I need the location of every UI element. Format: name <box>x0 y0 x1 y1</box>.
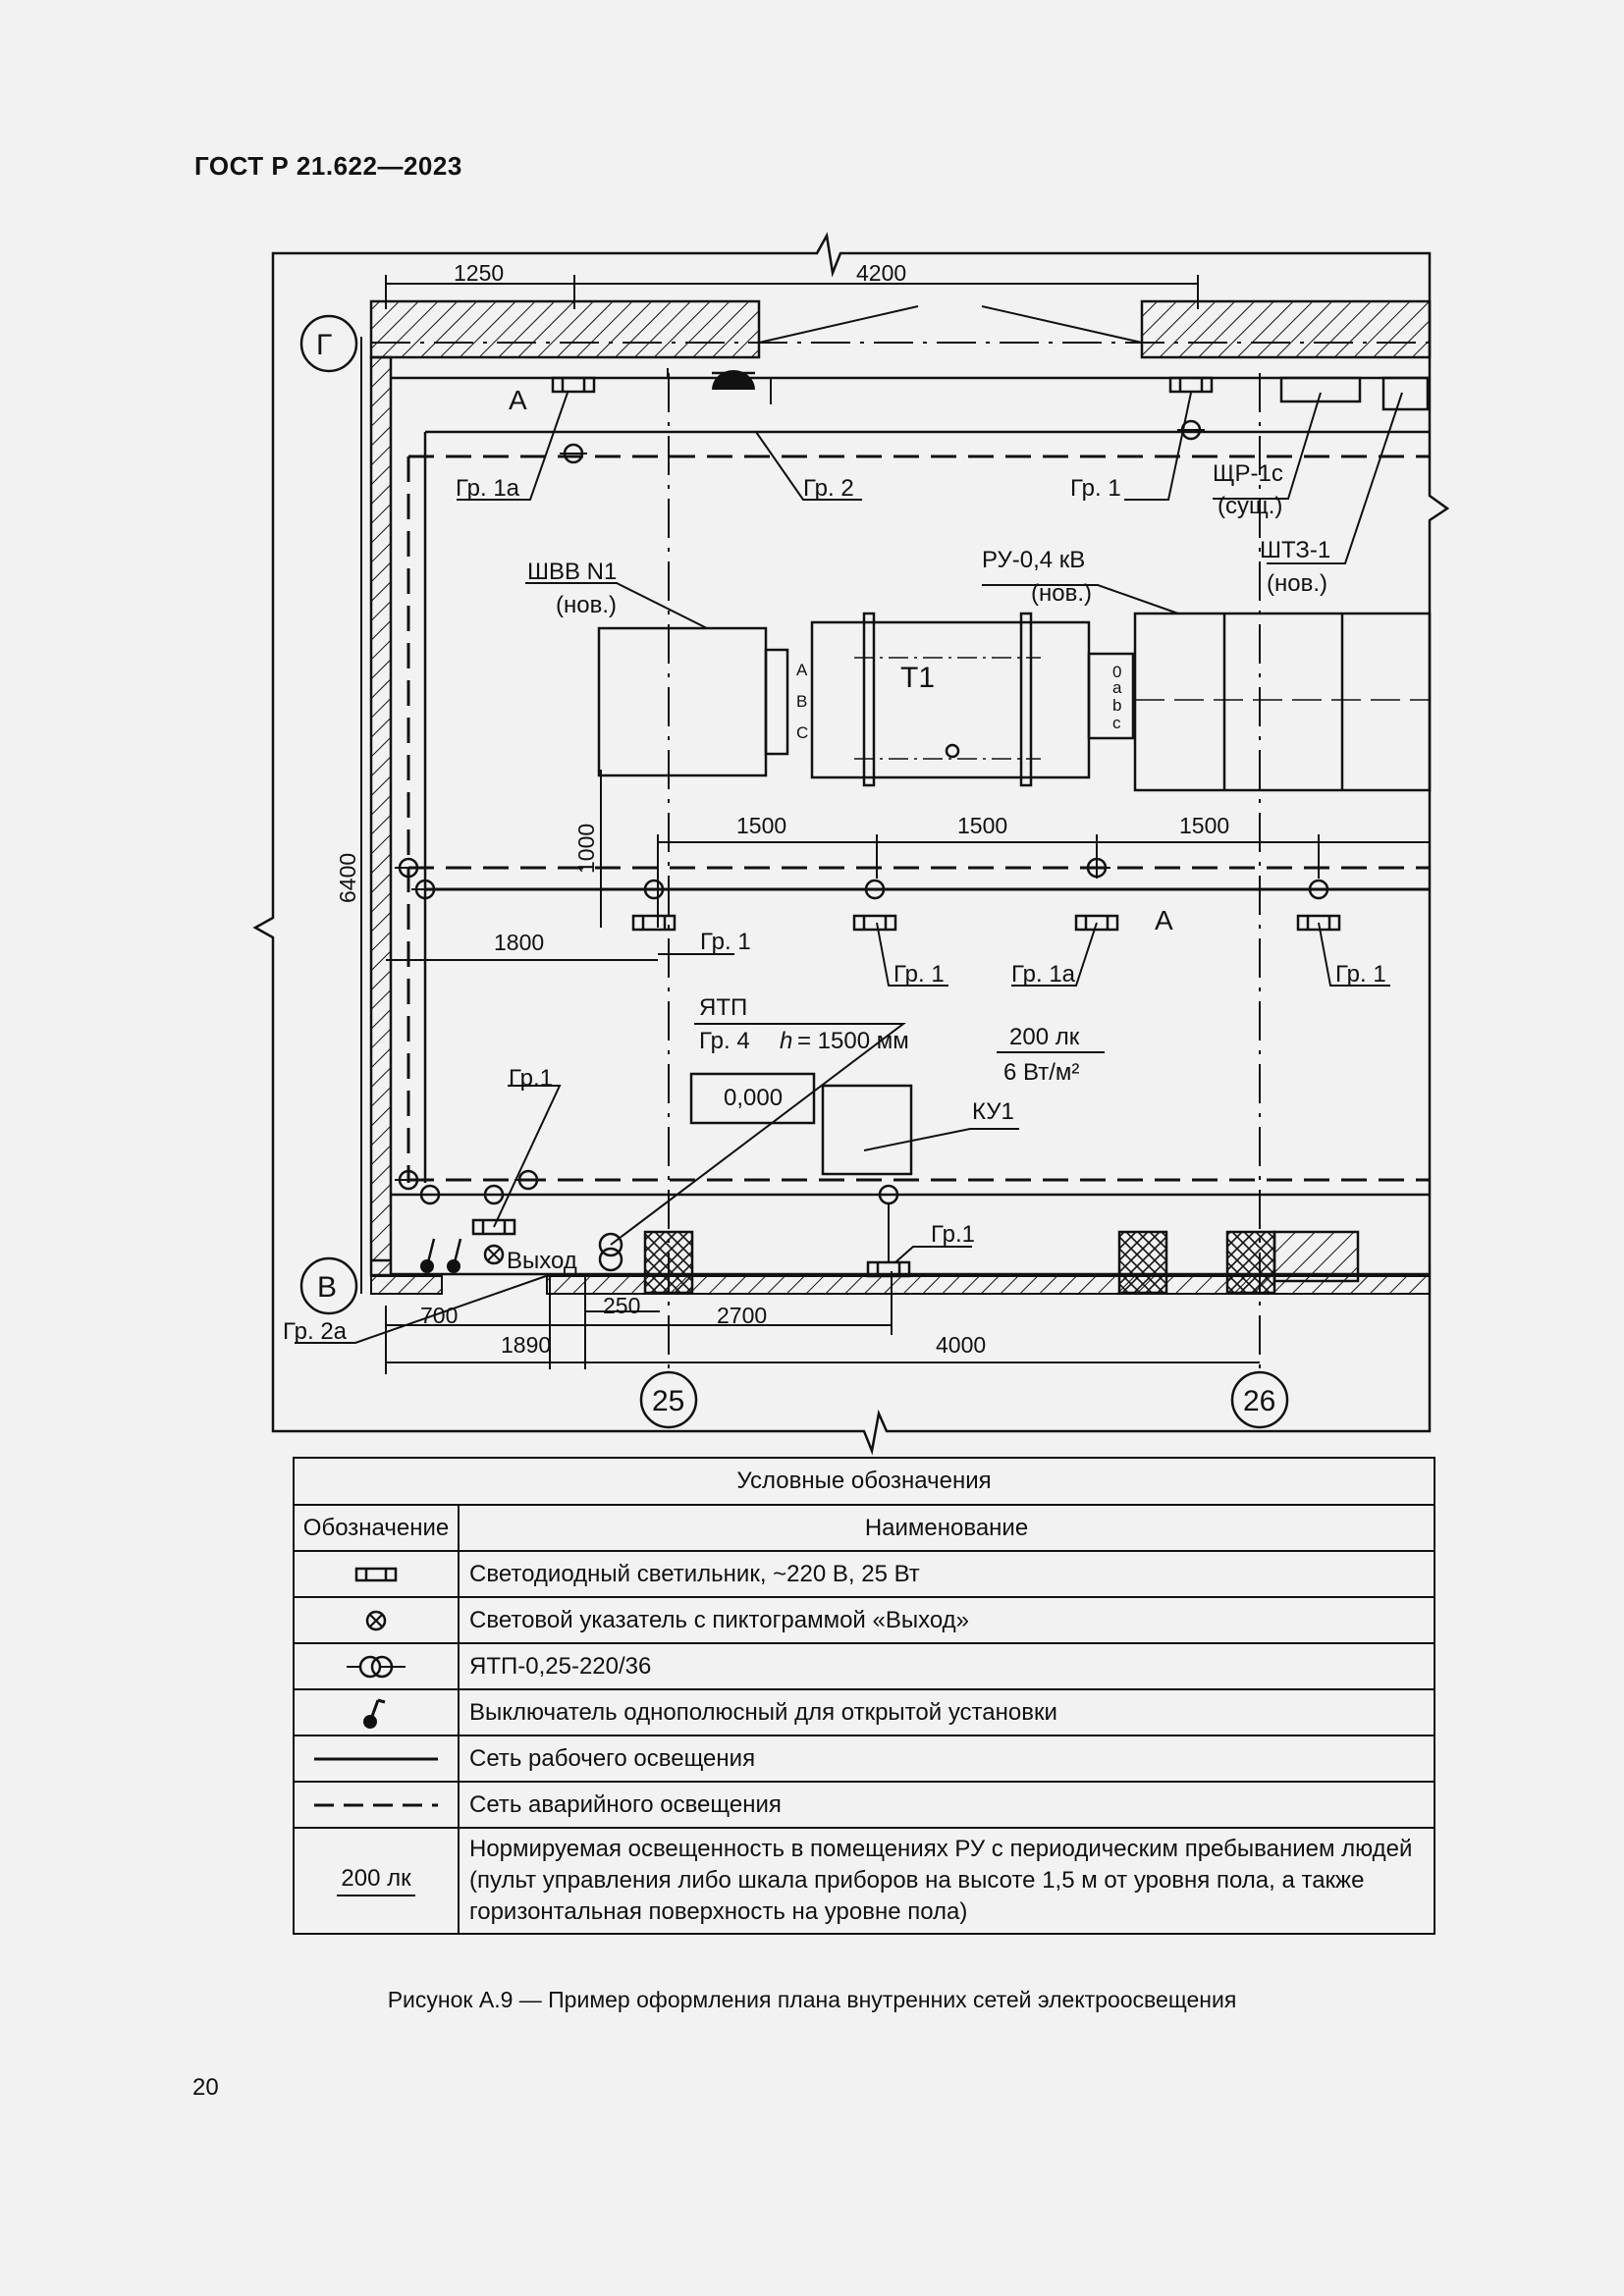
dim-1250: 1250 <box>454 260 505 286</box>
dim-1500-c: 1500 <box>1179 813 1230 838</box>
label-gr1a-m3: Гр. 1а <box>1011 961 1076 988</box>
label-shvv-name: ШВВ N1 <box>527 559 618 585</box>
legend-row-emergency: Сеть аварийного освещения <box>459 1782 1435 1828</box>
ku1-box <box>823 1086 911 1174</box>
shvv-cabinet <box>599 628 766 775</box>
legend-title: Условные обозначения <box>294 1458 1435 1505</box>
label-term-b: b <box>1112 696 1122 715</box>
shtz-panel <box>1383 378 1428 409</box>
label-t1: Т1 <box>900 662 936 694</box>
axis-25-label: 25 <box>652 1385 685 1417</box>
label-shtz-name: ШТЗ-1 <box>1260 537 1331 563</box>
led-luminaire-icon <box>352 1564 401 1585</box>
dim-4200: 4200 <box>856 260 907 286</box>
walls <box>371 301 1430 1294</box>
legend-row-illuminance: Нормируемая освещенность в помещениях РУ с периодическим пребыванием людей (пульт управления либо шкала приборов на высоте 1,5 м от уровня пола, а также горизонтальная поверхность на уровне пола) <box>459 1828 1435 1934</box>
document-header: ГОСТ Р 21.622—2023 <box>194 151 462 181</box>
label-gr1-bottom: Гр.1 <box>931 1221 976 1248</box>
dim-1500-b: 1500 <box>957 813 1008 838</box>
wall-fixtures <box>553 368 1212 462</box>
label-shvv-note: (нов.) <box>556 592 618 618</box>
label-gr1-top: Гр. 1 <box>1070 475 1121 502</box>
label-gr2-top: Гр. 2 <box>803 475 854 502</box>
legend-col-symbol: Обозначение <box>294 1505 459 1551</box>
dim-700: 700 <box>420 1303 459 1328</box>
label-gr2a: Гр. 2а <box>283 1318 348 1345</box>
dim-1890: 1890 <box>501 1332 552 1358</box>
legend-row-led: Светодиодный светильник, ~220 В, 25 Вт <box>459 1551 1435 1597</box>
legend-table <box>293 1457 1435 1935</box>
label-phase-c: C <box>796 723 809 742</box>
label-a-top: А <box>509 385 527 415</box>
label-ytp-name: ЯТП <box>699 994 748 1021</box>
label-level: 0,000 <box>724 1085 784 1111</box>
label-phase-b: B <box>796 692 808 711</box>
dim-1800: 1800 <box>494 930 545 955</box>
illuminance-symbol: 200 лк <box>294 1828 459 1934</box>
dim-1000: 1000 <box>573 823 599 874</box>
figure-caption: Рисунок А.9 — Пример оформления плана внутренних сетей электроосвещения <box>387 1987 1237 2012</box>
legend-row-working: Сеть рабочего освещения <box>459 1735 1435 1782</box>
label-gr1-m2: Гр. 1 <box>893 961 945 988</box>
label-term-0: 0 <box>1112 663 1122 681</box>
label-gr1-m4: Гр. 1 <box>1335 961 1386 988</box>
axis-v-label: В <box>317 1271 338 1304</box>
label-shtz-note: (нов.) <box>1267 570 1328 597</box>
label-lux: 200 лк <box>1009 1024 1080 1050</box>
axis-g-label: Г <box>316 329 333 361</box>
label-exit: Выход <box>507 1248 577 1274</box>
label-ku1: КУ1 <box>972 1098 1014 1125</box>
label-term-c: c <box>1112 714 1121 732</box>
label-term-a: a <box>1112 678 1122 697</box>
working-lighting-line-icon <box>312 1754 440 1764</box>
label-power-density: 6 Вт/м² <box>1003 1059 1080 1086</box>
legend-row-ytp: ЯТП-0,25-220/36 <box>459 1643 1435 1689</box>
label-gr1a-top: Гр. 1а <box>456 475 520 502</box>
legend-col-name: Наименование <box>459 1505 1435 1551</box>
dim-1500-a: 1500 <box>736 813 787 838</box>
dim-250: 250 <box>603 1293 641 1318</box>
label-ytp-group: Гр. 4 <box>699 1028 750 1054</box>
transformer-t1 <box>812 622 1089 777</box>
label-shr-note: (сущ.) <box>1218 493 1283 519</box>
dimension-lines <box>361 275 1430 1374</box>
label-ru-note: (нов.) <box>1031 580 1093 607</box>
dim-4000: 4000 <box>936 1332 987 1358</box>
ytp-transformer-icon <box>345 1653 407 1681</box>
label-gr1-left: Гр.1 <box>509 1065 554 1092</box>
emergency-lighting-line-icon <box>312 1800 440 1810</box>
shr-panel <box>1281 378 1360 401</box>
dim-6400: 6400 <box>335 852 360 903</box>
label-phase-a: A <box>796 661 808 679</box>
page-number: 20 <box>192 2074 219 2101</box>
label-shr-name: ЩР-1с <box>1213 460 1283 487</box>
equipment <box>599 378 1430 1174</box>
label-ytp-height: = 1500 мм <box>797 1028 909 1054</box>
axis-26-label: 26 <box>1243 1385 1276 1417</box>
legend-row-exit: Световой указатель с пиктограммой «Выход» <box>459 1597 1435 1643</box>
label-gr1-m1: Гр. 1 <box>700 929 751 955</box>
label-ru-name: РУ-0,4 кВ <box>982 547 1086 573</box>
dim-2700: 2700 <box>717 1303 768 1328</box>
label-a-mid: А <box>1155 905 1173 935</box>
ru-switchgear <box>1135 614 1430 790</box>
label-ytp-h: h <box>780 1028 793 1054</box>
exit-sign-icon <box>361 1608 391 1633</box>
legend-row-switch: Выключатель однополюсный для открытой установки <box>459 1689 1435 1735</box>
single-pole-switch-icon <box>359 1694 393 1732</box>
